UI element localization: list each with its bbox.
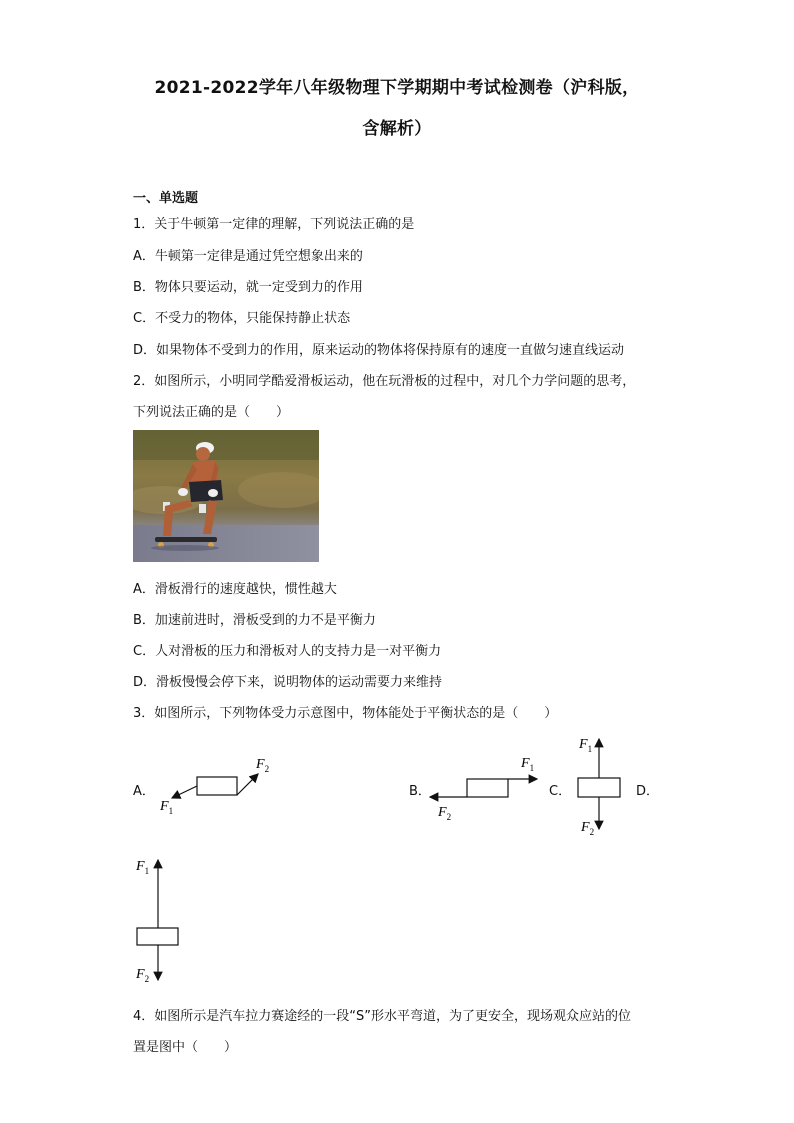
option-a-label: A． [133,784,155,799]
question-2-stem-line-1: 2．如图所示，小明同学酷爱滑板运动，他在玩滑板的过程中，对几个力学问题的思考， [133,374,636,389]
force-diagram-a [150,752,280,822]
question-1-option-a: A．牛顿第一定律是通过凭空想象出来的 [133,249,363,264]
question-3-stem: 3．如图所示，下列物体受力示意图中，物体能处于平衡状态的是（ ） [133,706,558,721]
force-diagram-d [130,852,190,987]
force-arrow-f1 [172,786,197,798]
force-label-f2: $F_2$ [581,820,595,837]
section-heading: 一、单选题 [133,191,199,206]
question-1-option-c: C．不受力的物体，只能保持静止状态 [133,311,351,326]
object-box [467,779,508,797]
force-label-f1: $F_1$ [579,737,593,754]
document-title-line-1: 2021-2022学年八年级物理下学期期中考试检测卷（沪科版， [154,78,640,98]
document-title-line-2: 含解析） [362,119,432,139]
force-label-f1: $F_1$ [160,799,174,816]
force-label-f2: $F_2$ [136,967,150,984]
force-diagram-b [425,752,545,824]
option-d-label: D． [636,784,660,799]
skateboarder-photo [133,430,319,562]
option-b-label: B． [409,784,431,799]
force-diagram-c [570,733,630,843]
question-2-option-c: C．人对滑板的压力和滑板对人的支持力是一对平衡力 [133,644,442,659]
question-2-option-b: B．加速前进时，滑板受到的力不是平衡力 [133,613,376,628]
question-1-option-b: B．物体只要运动，就一定受到力的作用 [133,280,363,295]
question-4-stem-line-1: 4．如图所示是汽车拉力赛途经的一段“S”形水平弯道，为了更安全，现场观众应站的位 [133,1009,631,1024]
question-1-stem: 1．关于牛顿第一定律的理解，下列说法正确的是 [133,217,415,232]
object-box [578,778,620,797]
force-label-f1: $F_1$ [136,859,150,876]
question-1-option-d: D．如果物体不受到力的作用，原来运动的物体将保持原有的速度一直做匀速直线运动 [133,343,625,358]
force-label-f1: $F_1$ [521,756,535,773]
force-label-f2: $F_2$ [438,805,452,822]
object-box [197,777,237,795]
force-label-f2: $F_2$ [256,757,270,774]
force-arrow-f2 [237,774,258,795]
object-box [137,928,178,945]
question-2-option-a: A．滑板滑行的速度越快，惯性越大 [133,582,337,597]
question-4-stem-line-2: 置是图中（ ） [133,1040,238,1055]
option-c-label: C． [549,784,572,799]
question-2-stem-line-2: 下列说法正确的是（ ） [133,405,290,420]
question-2-option-d: D．滑板慢慢会停下来，说明物体的运动需要力来维持 [133,675,443,690]
